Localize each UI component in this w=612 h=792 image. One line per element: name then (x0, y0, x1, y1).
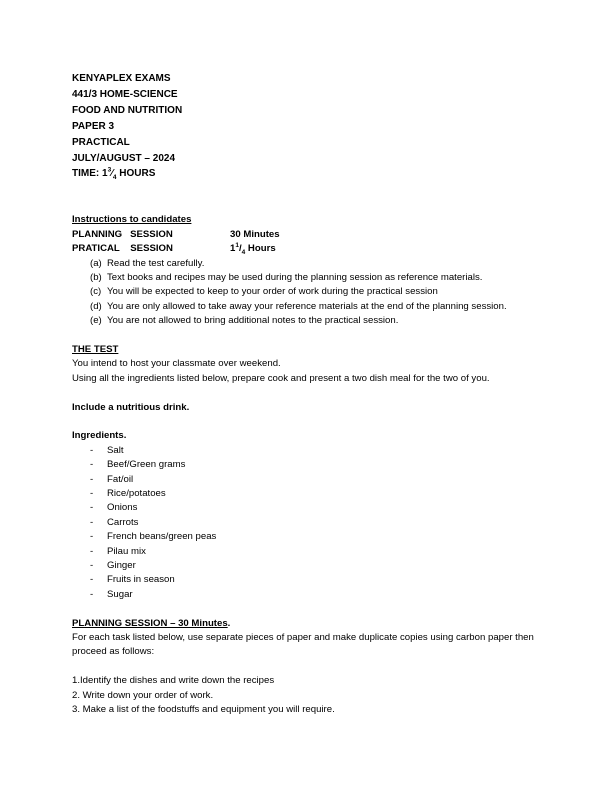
ingredient-text: Pilau mix (107, 545, 146, 557)
instruction-item (90, 314, 542, 328)
ingredient-text: Rice/potatoes (107, 488, 166, 500)
ingredient-text: Salt (107, 444, 124, 456)
instruction-item (90, 300, 542, 314)
test-line-2: Using all the ingredients listed below, prepare cook and present a two dish meal for the two of you. (72, 372, 490, 384)
ingredient-text: Fruits in season (107, 574, 175, 586)
ingredient-item (90, 559, 542, 573)
ingredient-item (90, 530, 542, 544)
practical-session-row (72, 242, 542, 256)
ingredient-text: French beans/green peas (107, 531, 217, 543)
ingredient-text: Ginger (107, 560, 136, 572)
planning-section (72, 617, 542, 718)
practical-value-whole: 1 (230, 243, 236, 255)
instruction-marker: (c) (90, 286, 102, 298)
planning-heading-suffix: . (227, 617, 231, 629)
test-line-1: You intend to host your classmate over weekend. (72, 358, 281, 370)
planning-session-row (72, 228, 542, 242)
time-label: TIME: 1 (72, 168, 108, 180)
drink-note: Include a nutritious drink. (72, 401, 190, 413)
practical-value-unit: Hours (245, 243, 276, 255)
planning-session-label: PLANNING SESSION (72, 228, 173, 240)
exam-paper: PAPER 3 (72, 120, 115, 132)
ingredient-item (90, 444, 542, 458)
instruction-text: You will be expected to keep to your order of work during the practical session (107, 286, 438, 298)
instruction-item (90, 257, 542, 271)
ingredient-marker: - (90, 588, 94, 600)
ingredient-item (90, 501, 542, 515)
instruction-marker: (b) (90, 271, 102, 283)
ingredient-text: Carrots (107, 516, 139, 528)
planning-heading-row (72, 617, 542, 631)
practical-session-label: PRATICAL SESSION (72, 243, 173, 255)
ingredient-item (90, 588, 542, 602)
ingredient-item (90, 473, 542, 487)
instruction-text: Text books and recipes may be used during the planning session as reference materials. (107, 271, 483, 283)
planning-intro: For each task listed below, use separate pieces of paper and make duplicate copies using carbon paper then proceed as follows: (72, 632, 534, 658)
instruction-marker: (e) (90, 315, 102, 327)
instruction-marker: (a) (90, 257, 102, 269)
time-sup: 3 (107, 167, 112, 175)
planning-heading: PLANNING SESSION – 30 Minutes (72, 617, 228, 629)
time-unit: HOURS (116, 168, 156, 180)
planning-session-value: 30 Minutes (230, 228, 280, 240)
ingredient-marker: - (90, 560, 94, 572)
exam-org: KENYAPLEX EXAMS (72, 73, 171, 84)
ingredient-list (90, 444, 542, 602)
planning-step: 2. Write down your order of work. (72, 689, 214, 701)
instruction-item (90, 285, 542, 299)
ingredient-marker: - (90, 502, 94, 514)
test-heading: THE TEST (72, 343, 119, 355)
ingredient-marker: - (90, 459, 94, 471)
ingredient-item (90, 573, 542, 587)
ingredient-marker: - (90, 574, 94, 586)
ingredient-text: Onions (107, 502, 138, 514)
ingredient-item (90, 458, 542, 472)
test-section (72, 343, 542, 415)
practical-session-value: $1^1/_4$ Hours (230, 241, 276, 257)
instruction-item (90, 271, 542, 285)
instructions-section (72, 213, 542, 328)
exam-date: JULY/AUGUST – 2024 (72, 152, 176, 164)
ingredient-text: Sugar (107, 588, 133, 600)
ingredient-marker: - (90, 516, 94, 528)
practical-value-sup: 1 (235, 241, 239, 249)
practical-value-sub: 4 (241, 249, 246, 257)
exam-subject: FOOD AND NUTRITION (72, 104, 183, 116)
instruction-marker: (d) (90, 300, 102, 312)
ingredient-marker: - (90, 531, 94, 543)
ingredients-section (72, 429, 542, 602)
planning-step: 1.Identify the dishes and write down the recipes (72, 675, 275, 687)
planning-step: 3. Make a list of the foodstuffs and equipment you will require. (72, 704, 335, 716)
instruction-list (90, 257, 542, 329)
ingredients-heading: Ingredients. (72, 430, 127, 442)
exam-time: TIME: $1^3⁄_4$ HOURS (72, 167, 156, 182)
ingredient-item (90, 487, 542, 501)
ingredient-marker: - (90, 473, 94, 485)
ingredient-marker: - (90, 545, 94, 557)
instruction-text: You are only allowed to take away your reference materials at the end of the planning session. (107, 300, 507, 312)
page-content (72, 71, 542, 717)
instruction-text: Read the test carefully. (107, 257, 205, 269)
ingredient-text: Beef/Green grams (107, 459, 186, 471)
exam-header (72, 71, 542, 182)
time-sub: 4 (112, 174, 117, 182)
ingredient-marker: - (90, 488, 94, 500)
exam-type: PRACTICAL (72, 136, 130, 148)
instruction-text: You are not allowed to bring additional notes to the practical session. (107, 315, 399, 327)
ingredient-marker: - (90, 444, 94, 456)
ingredient-text: Fat/oil (107, 473, 134, 485)
instructions-heading: Instructions to candidates (72, 214, 192, 226)
ingredient-item (90, 516, 542, 530)
ingredient-item (90, 545, 542, 559)
exam-code: 441/3 HOME-SCIENCE (72, 88, 178, 100)
